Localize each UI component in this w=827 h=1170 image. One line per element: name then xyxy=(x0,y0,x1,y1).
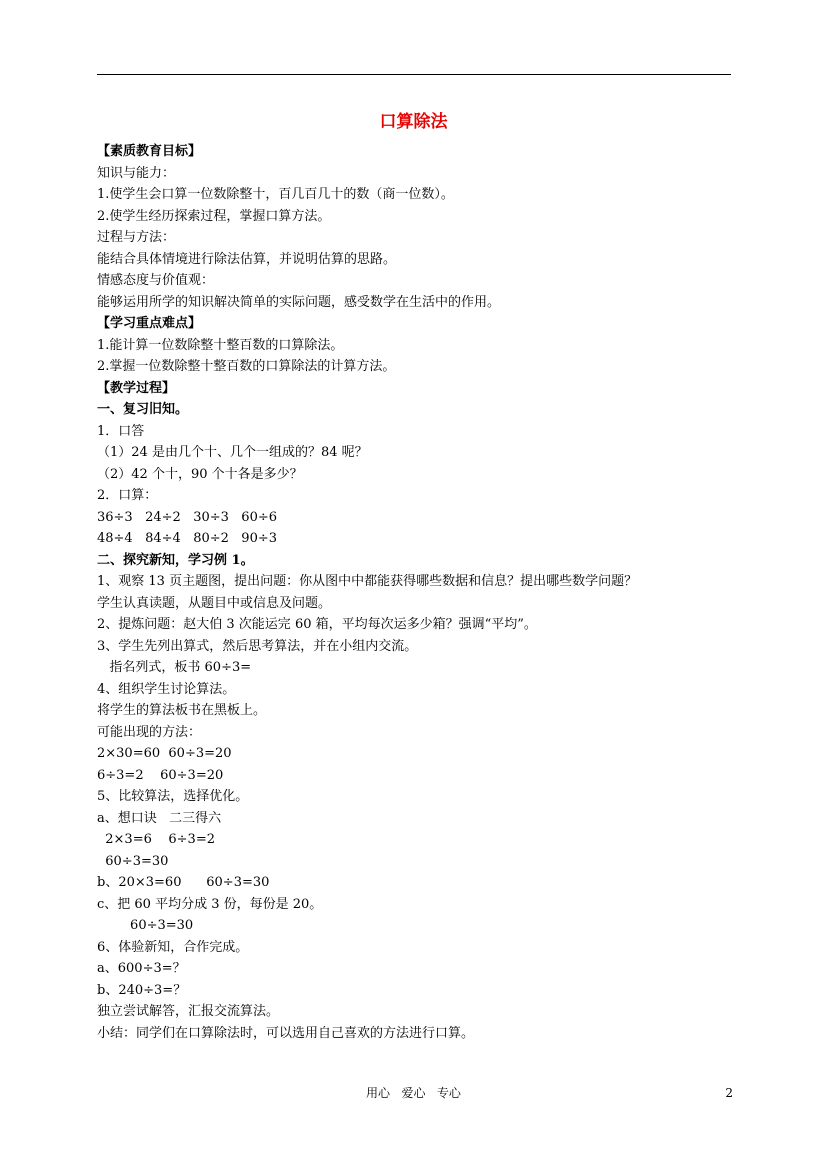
page-number: 2 xyxy=(725,1086,733,1100)
text-line: 能结合具体情境进行除法估算，并说明估算的思路。 xyxy=(97,251,397,267)
text-line: a、想口诀 二三得六 xyxy=(97,810,222,826)
text-line: 1.能计算一位数除整十整百数的口算除法。 xyxy=(97,337,344,353)
section-heading: 【学习重点难点】 xyxy=(97,316,202,331)
text-line: 1．口答 xyxy=(97,423,145,439)
page-title: 口算除法 xyxy=(379,112,448,132)
text-line: （1）24 是由几个十、几个一组成的？84 呢？ xyxy=(97,445,368,460)
text-line: 过程与方法： xyxy=(97,230,176,245)
text-line: 48÷4 84÷4 80÷2 90÷3 xyxy=(97,531,278,546)
text-line: a、600÷3=？ xyxy=(97,961,186,976)
text-line: 指名列式，板书 60÷3= xyxy=(97,660,252,675)
section-heading: 【素质教育目标】 xyxy=(97,144,202,159)
text-line: 6÷3=2 60÷3=20 xyxy=(97,767,224,783)
page-footer: 用心 爱心 专心 xyxy=(366,1086,461,1100)
text-line: 4、组织学生讨论算法。 xyxy=(97,681,236,697)
text-line: 2×3=6 6÷3=2 xyxy=(97,832,215,847)
text-line: b、20×3=60 60÷3=30 xyxy=(97,875,270,890)
text-line: （2）42 个十，90 个十各是多少？ xyxy=(97,466,303,482)
text-line: 独立尝试解答，汇报交流算法。 xyxy=(97,1004,280,1019)
text-line: 60÷3=30 xyxy=(97,853,169,869)
text-line: 将学生的算法板书在黑板上。 xyxy=(97,703,267,718)
text-line: 1、观察 13 页主题图，提出问题：你从图中中都能获得哪些数据和信息？提出哪些数学问题？ xyxy=(97,574,638,589)
text-line: 学生认真读题，从题目中或信息及问题。 xyxy=(97,595,332,611)
text-line: 36÷3 24÷2 30÷3 60÷6 xyxy=(97,509,278,525)
text-line: 2.使学生经历探索过程，掌握口算方法。 xyxy=(97,208,331,224)
text-line: 情感态度与价值观： xyxy=(97,273,215,288)
text-line: 6、体验新知，合作完成。 xyxy=(97,939,249,955)
text-line: 2．口算： xyxy=(97,488,158,503)
header-rule xyxy=(97,74,731,75)
text-line: 2×30=60 60÷3=20 xyxy=(97,746,232,761)
text-line: 2、提炼问题：赵大伯 3 次能运完 60 箱，平均每次运多少箱？强调“平均”。 xyxy=(97,617,537,632)
document-body xyxy=(97,141,737,1044)
section-heading: 【教学过程】 xyxy=(97,380,176,396)
text-line: b、240÷3=？ xyxy=(97,982,187,998)
text-line: 可能出现的方法： xyxy=(97,724,202,740)
text-line: c、把 60 平均分成 3 份，每份是 20。 xyxy=(97,896,323,912)
text-line: 3、学生先列出算式，然后思考算法，并在小组内交流。 xyxy=(97,638,418,654)
text-line: 5、比较算法，选择优化。 xyxy=(97,789,249,804)
text-line: 知识与能力： xyxy=(97,165,176,181)
text-line: 2.掌握一位数除整十整百数的口算除法的计算方法。 xyxy=(97,359,396,374)
text-line: 60÷3=30 xyxy=(97,918,194,933)
text-line: 1.使学生会口算一位数除整十，百几百几十的数（商一位数）。 xyxy=(97,187,454,202)
section-heading: 二、探究新知，学习例 1。 xyxy=(97,552,254,568)
section-heading: 一、复习旧知。 xyxy=(97,402,189,417)
text-line: 能够运用所学的知识解决简单的实际问题，感受数学在生活中的作用。 xyxy=(97,294,501,310)
text-line: 小结：同学们在口算除法时，可以选用自己喜欢的方法进行口算。 xyxy=(97,1025,475,1041)
